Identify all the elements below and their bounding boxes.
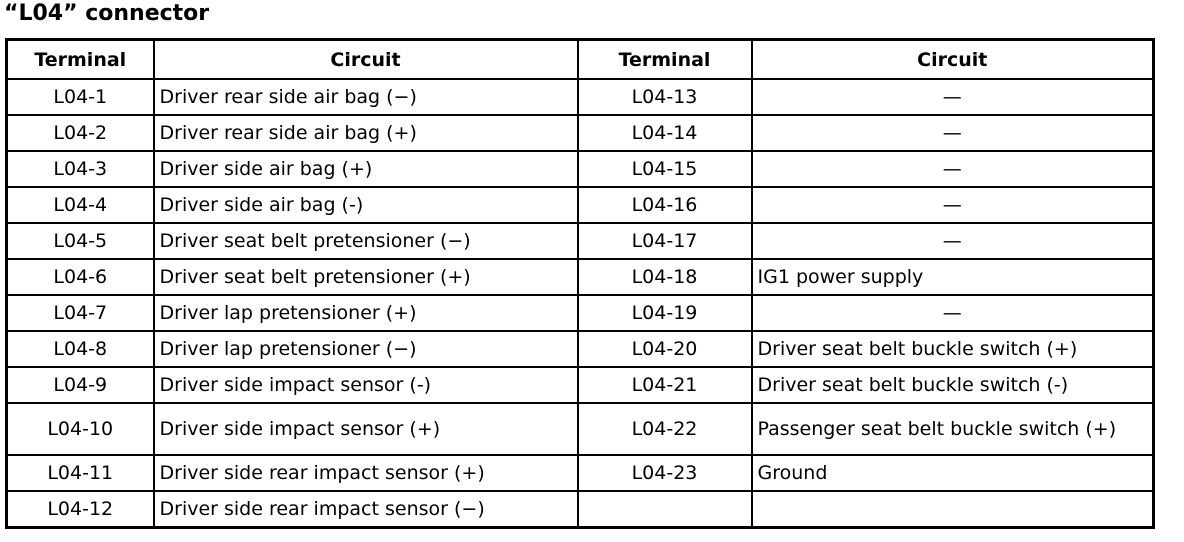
terminal-cell: L04-15 [578,151,752,187]
terminal-cell: L04-17 [578,223,752,259]
circuit-cell: — [752,187,1154,223]
terminal-cell: L04-18 [578,259,752,295]
terminal-cell [578,491,752,528]
table-row [7,491,1154,528]
circuit-cell: — [752,151,1154,187]
circuit-cell: Driver lap pretensioner (+) [154,295,578,331]
terminal-cell: L04-9 [7,367,154,403]
terminal-cell: L04-6 [7,259,154,295]
page-title: “L04” connector [4,1,210,26]
circuit-cell: Driver lap pretensioner (−) [154,331,578,367]
circuit-cell: Driver seat belt pretensioner (+) [154,259,578,295]
terminal-cell: L04-22 [578,403,752,455]
circuit-cell: Driver seat belt buckle switch (+) [752,331,1154,367]
table-row [7,115,1154,151]
terminal-left-header: Terminal [7,40,154,80]
table-row [7,151,1154,187]
terminal-cell: L04-8 [7,331,154,367]
terminal-right-header: Terminal [578,40,752,80]
circuit-cell: Driver side air bag (-) [154,187,578,223]
table-row [7,223,1154,259]
terminal-cell: L04-4 [7,187,154,223]
circuit-cell: — [752,295,1154,331]
circuit-cell: — [752,79,1154,115]
terminal-cell: L04-11 [7,455,154,491]
terminal-cell: L04-23 [578,455,752,491]
circuit-cell: IG1 power supply [752,259,1154,295]
circuit-cell: Driver side impact sensor (+) [154,403,578,455]
terminal-cell: L04-3 [7,151,154,187]
circuit-cell: Driver rear side air bag (+) [154,115,578,151]
terminal-cell: L04-5 [7,223,154,259]
table-row [7,79,1154,115]
terminal-cell: L04-19 [578,295,752,331]
circuit-cell: Driver rear side air bag (−) [154,79,578,115]
table-row [7,455,1154,491]
circuit-cell: Driver side rear impact sensor (−) [154,491,578,528]
circuit-cell: Driver side impact sensor (-) [154,367,578,403]
circuit-right-header: Circuit [752,40,1154,80]
terminal-cell: L04-2 [7,115,154,151]
terminal-cell: L04-1 [7,79,154,115]
circuit-cell: Driver side rear impact sensor (+) [154,455,578,491]
terminal-cell: L04-20 [578,331,752,367]
terminal-cell: L04-21 [578,367,752,403]
table-row [7,259,1154,295]
terminal-cell: L04-13 [578,79,752,115]
table-row [7,331,1154,367]
circuit-cell: Passenger seat belt buckle switch (+) [752,403,1154,455]
terminal-cell: L04-14 [578,115,752,151]
terminal-cell: L04-16 [578,187,752,223]
table-row [7,403,1154,455]
circuit-cell [752,491,1154,528]
table-row [7,187,1154,223]
circuit-cell: Driver seat belt buckle switch (-) [752,367,1154,403]
circuit-left-header: Circuit [154,40,578,80]
table-row [7,295,1154,331]
terminal-cell: L04-12 [7,491,154,528]
table-body [7,79,1154,528]
connector-table [5,38,1155,529]
circuit-cell: — [752,115,1154,151]
terminal-cell: L04-7 [7,295,154,331]
terminal-cell: L04-10 [7,403,154,455]
table-header-row [7,40,1154,80]
circuit-cell: Driver seat belt pretensioner (−) [154,223,578,259]
circuit-cell: Driver side air bag (+) [154,151,578,187]
table-row [7,367,1154,403]
circuit-cell: Ground [752,455,1154,491]
circuit-cell: — [752,223,1154,259]
